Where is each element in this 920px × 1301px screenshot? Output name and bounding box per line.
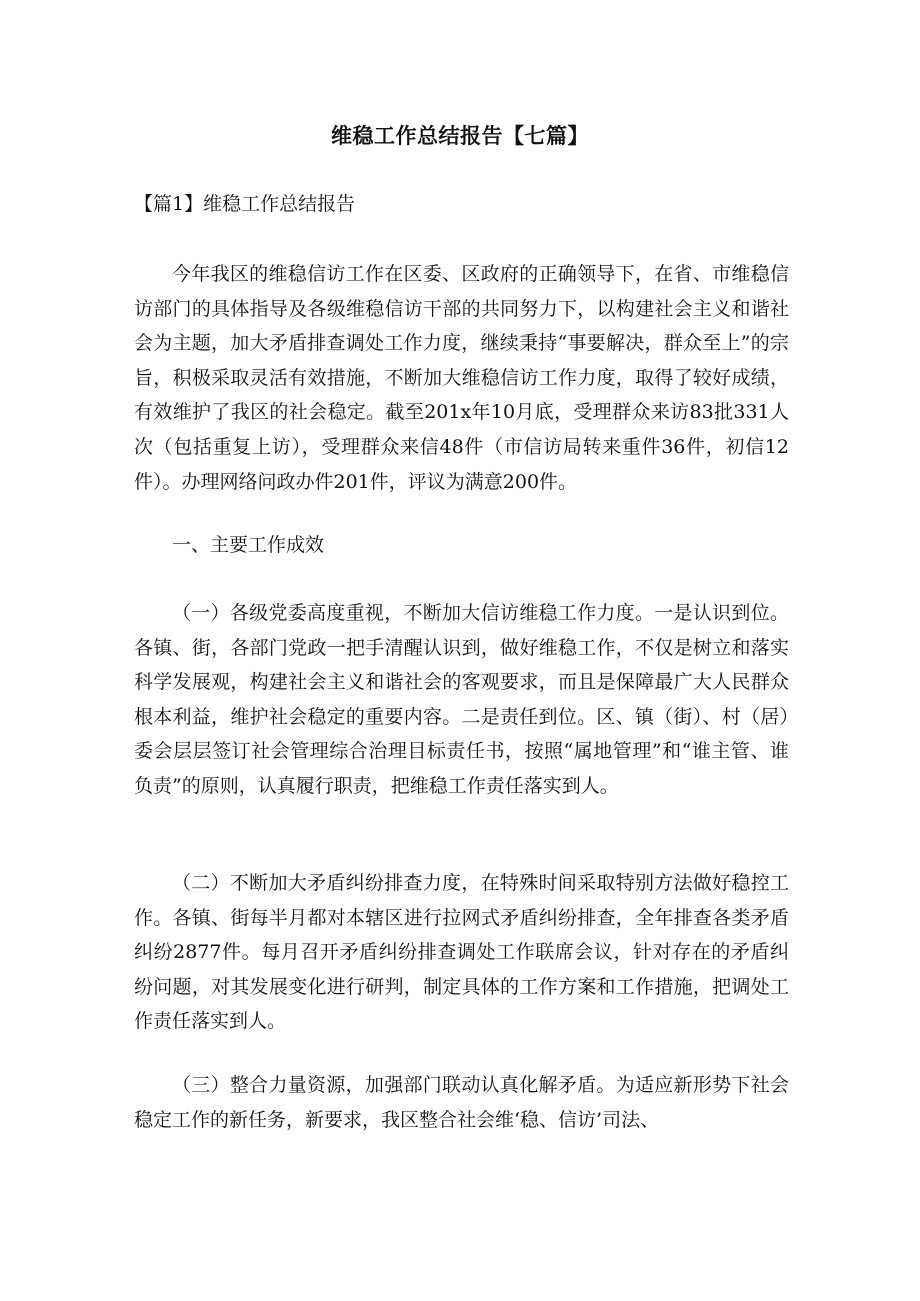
paragraph-item-1: （一）各级党委高度重视，不断加大信访维稳工作力度。一是认识到位。各镇、街，各部门党政一把手清醒认识到，做好维稳工作，不仅是树立和落实科学发展观，构建社会主义和谐社会的客观要求，而且是保障最广大人民群众根本利益，维护社会稳定的重要内容。二是责任到位。区、镇（街）、村（居）委会层层签订社会管理综合治理目标责任书，按照“属地管理”和“谁主管、谁负责”的原则，认真履行职责，把维稳工作责任落实到人。 <box>134 602 789 797</box>
page-title: 维稳工作总结报告【七篇】 <box>331 124 589 148</box>
intro-paragraph: 今年我区的维稳信访工作在区委、区政府的正确领导下，在省、市维稳信访部门的具体指导及各级维稳信访干部的共同努力下，以构建社会主义和谐社会为主题，加大矛盾排查调处工作力度，继续秉持“事要解决，群众至上”的宗旨，积极采取灵活有效措施，不断加大维稳信访工作力度，取得了较好成绩，有效维护了我区的社会稳定。截至201x年10月底，受理群众来访83批331人次（包括重复上访），受理群众来信48件（市信访局转来重件36件，初信12件）。办理网络问政办件201件，评议为满意200件。 <box>134 263 789 493</box>
paragraph-item-2: （二）不断加大矛盾纠纷排查力度，在特殊时间采取特别方法做好稳控工作。各镇、街每半月都对本辖区进行拉网式矛盾纠纷排查，全年排查各类矛盾纠纷2877件。每月召开矛盾纠纷排查调处工作联席会议，针对存在的矛盾纠纷问题，对其发展变化进行研判，制定具体的工作方案和工作措施，把调处工作责任落实到人。 <box>134 872 789 1033</box>
section-heading: 【篇1】维稳工作总结报告 <box>134 193 356 215</box>
subheading-main-results: 一、主要工作成效 <box>172 534 325 556</box>
paragraph-item-3: （三）整合力量资源，加强部门联动认真化解矛盾。为适应新形势下社会稳定工作的新任务，新要求，我区整合社会维‘稳、信访’司法、 <box>134 1074 789 1131</box>
